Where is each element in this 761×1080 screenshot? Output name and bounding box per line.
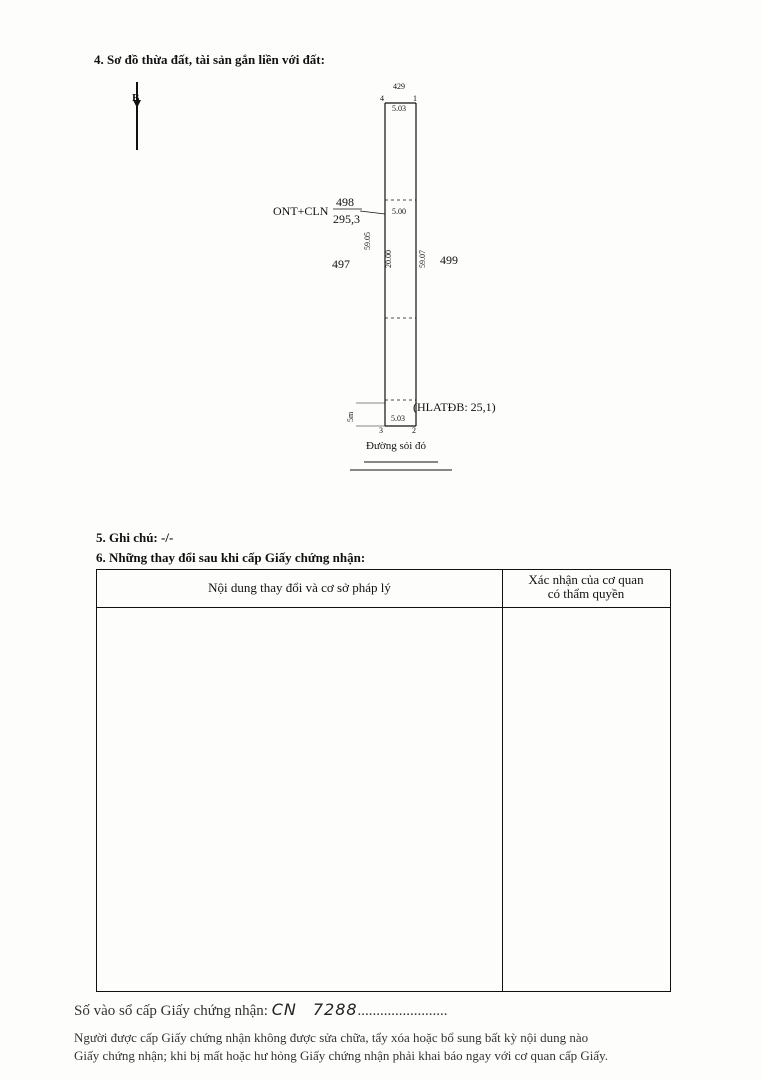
right-side-length: 59.07 bbox=[418, 250, 427, 268]
top-edge-length: 5.03 bbox=[392, 104, 406, 113]
register-number: 7288 bbox=[312, 1000, 358, 1019]
register-label: Số vào sổ cấp Giấy chứng nhận: bbox=[74, 1003, 268, 1019]
right-neighbor-parcel: 499 bbox=[440, 253, 458, 267]
table-header-confirmation bbox=[502, 573, 670, 601]
land-use-code: ONT+CLN bbox=[273, 204, 329, 218]
section-6-title: 6. Những thay đổi sau khi cấp Giấy chứng nhận: bbox=[96, 550, 366, 565]
bottom-edge-length: 5.03 bbox=[391, 414, 405, 423]
parcel-number: 498 bbox=[336, 195, 354, 209]
center-length: 20.00 bbox=[384, 250, 393, 268]
register-prefix: CN bbox=[271, 1000, 297, 1019]
confirmation-header-line2: có thẩm quyền bbox=[547, 586, 625, 601]
left-side-length: 59.05 bbox=[363, 232, 372, 250]
changes-table bbox=[96, 569, 671, 992]
left-neighbor-parcel: 497 bbox=[332, 257, 350, 271]
parcel-area: 295,3 bbox=[333, 212, 360, 226]
top-parcel-label: 429 bbox=[393, 82, 405, 91]
notice-line-1: Người được cấp Giấy chứng nhận không được sửa chữa, tẩy xóa hoặc bổ sung bất kỳ nội dung nào bbox=[74, 1030, 589, 1045]
section-5-title: 5. Ghi chú: -/- bbox=[96, 530, 174, 545]
register-dots: ........................ bbox=[357, 1003, 448, 1019]
mid-width-length: 5.00 bbox=[392, 207, 406, 216]
road-corridor-note: (HLATĐB: 25,1) bbox=[413, 400, 496, 414]
north-label: B bbox=[132, 92, 140, 104]
road-name: Đường sỏi đỏ bbox=[366, 440, 427, 452]
corner-3-label: 3 bbox=[379, 426, 383, 435]
confirmation-header-line1: Xác nhận của cơ quan bbox=[528, 572, 644, 587]
table-header-content: Nội dung thay đổi và cơ sở pháp lý bbox=[208, 580, 391, 595]
corner-2-label: 2 bbox=[412, 426, 416, 435]
notice-line-2: Giấy chứng nhận; khi bị mất hoặc hư hỏng Giấy chứng nhận phải khai báo ngay với cơ quan cấp Giấy. bbox=[74, 1048, 609, 1063]
setback-length: 5m bbox=[346, 411, 355, 422]
section-4-title: 4. Sơ đồ thừa đất, tài sản gắn liền với đất: bbox=[94, 52, 325, 67]
corner-1-label: 1 bbox=[413, 94, 417, 103]
label-leader bbox=[360, 211, 385, 214]
register-number-line bbox=[74, 1000, 448, 1020]
corner-4-label: 4 bbox=[380, 94, 384, 103]
